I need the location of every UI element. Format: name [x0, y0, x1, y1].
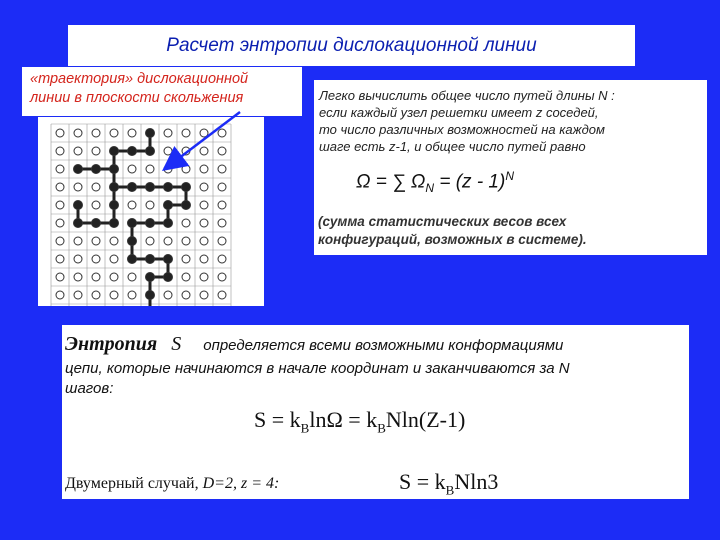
info-line2: если каждый узел решетки имеет z соседей, [319, 105, 599, 120]
entropy-formula-a-sub: B [300, 420, 310, 436]
entropy-cont-line1: цепи, которые начинаются в начале координат и заканчиваются за N [65, 360, 570, 377]
info-line3: то число различных возможностей на каждом [319, 122, 605, 137]
entropy-continuation [65, 359, 685, 399]
slide-title: Расчет энтропии дислокационной линии [166, 35, 537, 56]
info-text [319, 87, 615, 155]
case-prefix: Двумерный случай, [65, 475, 203, 492]
paths-formula-right: = (z - 1) [434, 171, 506, 193]
entropy-formula [254, 407, 465, 436]
note-line2: конфигураций, возможных в системе). [318, 232, 587, 247]
info-line4: шаге есть z-1, и общее число путей равно [319, 139, 586, 154]
entropy-formula-a: S = k [254, 407, 301, 432]
trajectory-label-line2: линии в плоскости скольжения [30, 90, 244, 106]
two-dimensional-case [65, 475, 279, 493]
result-formula [399, 469, 498, 498]
info-line1: Легко вычислить общее число путей длины N : [319, 88, 615, 103]
result-formula-b: Nln3 [454, 469, 499, 494]
case-variables: D=2, z = 4: [202, 475, 280, 492]
statistical-weights-note [318, 213, 587, 249]
paths-formula-sub: N [425, 181, 435, 196]
entropy-description: определяется всеми возможными конформациями [203, 337, 564, 354]
entropy-symbol: S [171, 333, 182, 355]
paths-formula [356, 169, 514, 195]
paths-formula-left: Ω = ∑ Ω [356, 171, 426, 193]
note-line1: (сумма статистических весов всех [318, 214, 567, 229]
entropy-box [62, 325, 689, 499]
paths-formula-sup: N [505, 169, 514, 183]
entropy-heading [65, 333, 563, 356]
entropy-formula-b: lnΩ = k [309, 407, 378, 432]
result-formula-a: S = k [399, 469, 446, 494]
entropy-formula-c: Nln(Z-1) [385, 407, 466, 432]
trajectory-label-line1: «траектория» дислокационной [30, 71, 249, 87]
entropy-cont-line2: шагов: [65, 380, 114, 397]
result-formula-sub: B [445, 482, 455, 498]
info-box [314, 80, 707, 255]
entropy-word: Энтропия [65, 333, 158, 355]
entropy-formula-b-sub: B [377, 420, 386, 436]
